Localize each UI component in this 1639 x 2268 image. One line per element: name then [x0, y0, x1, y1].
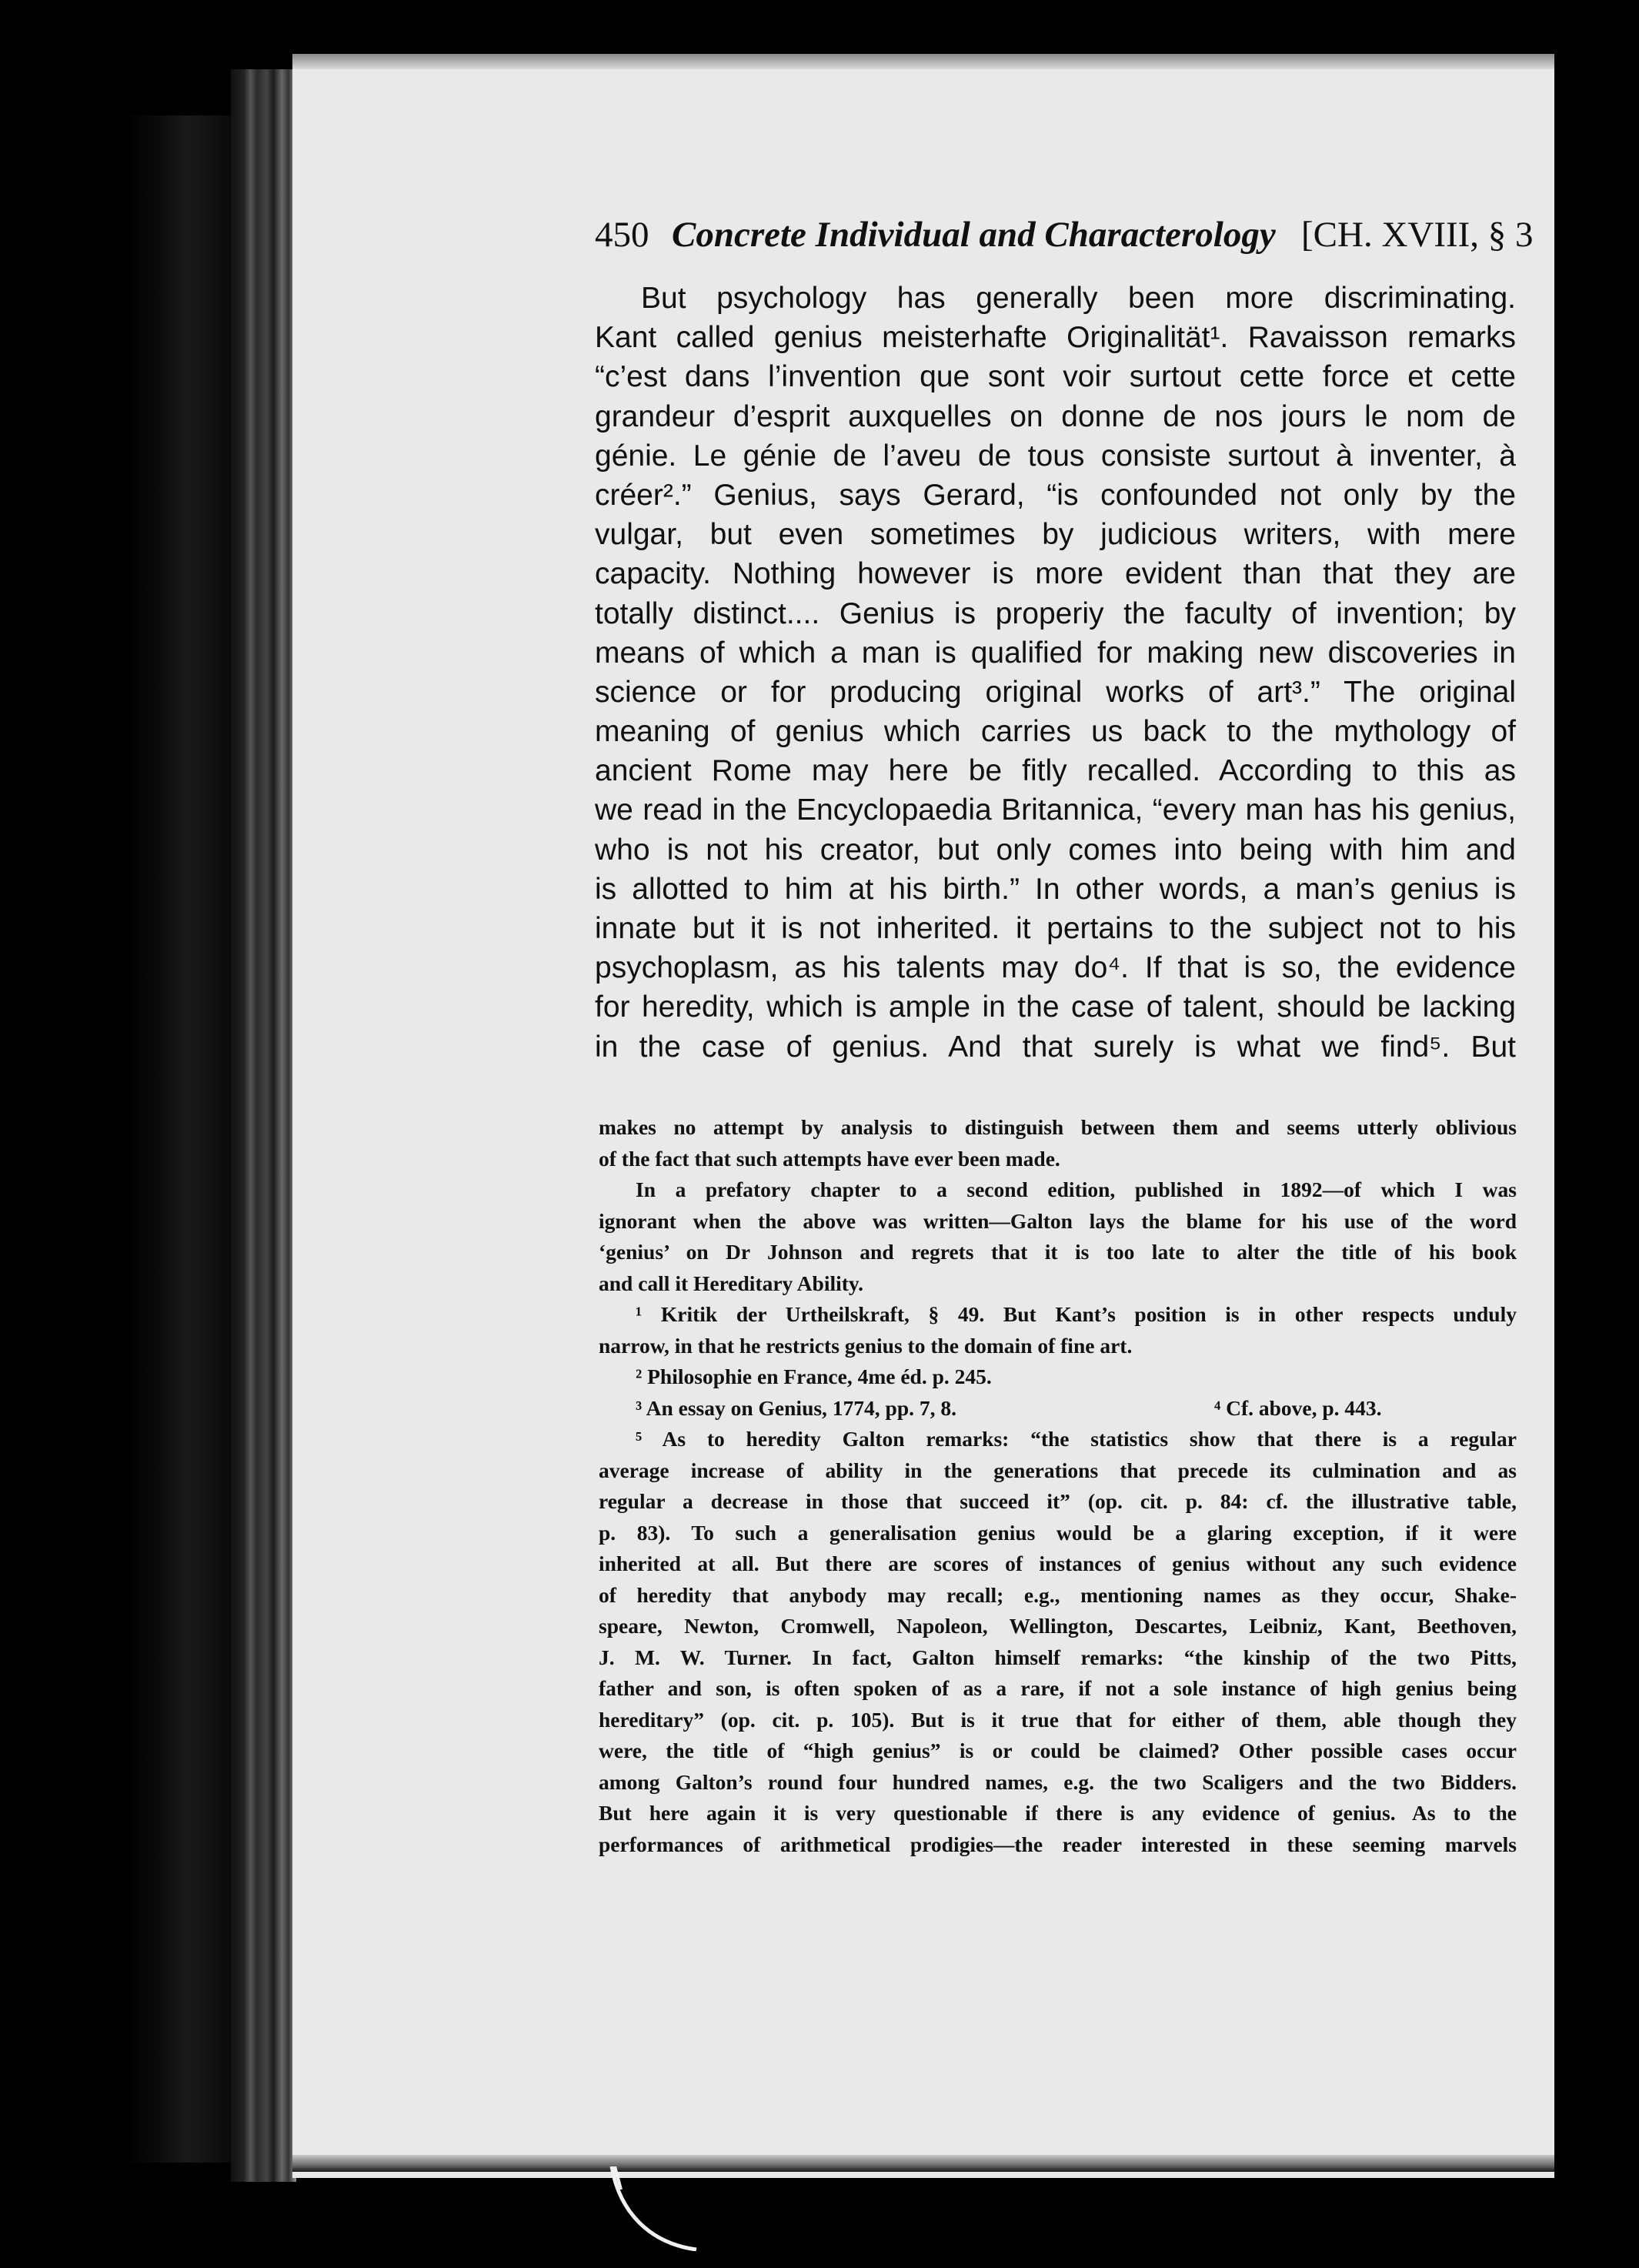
bookmark-ribbon-icon [604, 2166, 704, 2251]
body-line: is allotted to him at his birth.” In other words, a man’s genius is [595, 872, 1516, 906]
body-line: “c’est dans l’invention que sont voir surtout cette force et cette [595, 360, 1516, 394]
body-line: in the case of genius. And that surely is what we find⁵. But [595, 1030, 1516, 1064]
body-line: science or for producing original works of art³.” The original [595, 675, 1516, 709]
body-line: means of which a man is qualified for making new discoveries in [595, 636, 1516, 670]
body-line: ancient Rome may here be fitly recalled. According to this as [595, 754, 1516, 788]
footnote-line: ignorant when the above was written—Galton lays the blame for his use of the word [599, 1208, 1517, 1233]
body-line: psychoplasm, as his talents may do⁴. If that is so, the evidence [595, 951, 1516, 985]
footnote-3: ³ An essay on Genius, 1774, pp. 7, 8. [636, 1395, 957, 1420]
footnote-line: narrow, in that he restricts genius to the domain of fine art. [599, 1333, 1133, 1358]
body-line: créer².” Genius, says Gerard, “is confounded not only by the [595, 478, 1516, 512]
footnotes [599, 1112, 1517, 1860]
footnote-line: regular a decrease in those that succeed it” (op. cit. p. 84: cf. the illustrative table, [599, 1489, 1517, 1513]
chapter-section: [CH. XVIII, § 3 [1301, 215, 1534, 255]
footnote-line: were, the title of “high genius” is or could be claimed? Other possible cases occur [599, 1739, 1517, 1762]
body-line: totally distinct.... Genius is properiy the faculty of invention; by [595, 596, 1516, 630]
book-spine-shadow [123, 115, 231, 2163]
footnote-2: ² Philosophie en France, 4me éd. p. 245. [636, 1364, 992, 1388]
body-line: who is not his creator, but only comes into being with him and [595, 833, 1516, 867]
page-top-edge [292, 54, 1554, 69]
body-line: for heredity, which is ample in the case of talent, should be lacking [595, 990, 1516, 1024]
running-header [595, 208, 1534, 262]
body-line: génie. Le génie de l’aveu de tous consiste surtout à inventer, à [595, 439, 1516, 473]
footnote-line: J. M. W. Turner. In fact, Galton himself remarks: “the kinship of the two Pitts, [599, 1645, 1517, 1669]
footnote-line: inherited at all. But there are scores of instances of genius without any such evidence [599, 1552, 1517, 1575]
footnote-line: speare, Newton, Cromwell, Napoleon, Wellington, Descartes, Leibniz, Kant, Beethoven, [599, 1614, 1517, 1638]
body-line: grandeur d’esprit auxquelles on donne de nos jours le nom de [595, 399, 1516, 433]
footnote-line: makes no attempt by analysis to distinguish between them and seems utterly oblivious [599, 1115, 1517, 1139]
body-line: capacity. Nothing however is more evident than that they are [595, 557, 1516, 591]
body-text [595, 279, 1516, 1067]
footnote-line: of heredity that anybody may recall; e.g., mentioning names as they occur, Shake- [599, 1582, 1517, 1607]
body-line: Kant called genius meisterhafte Originalität¹. Ravaisson remarks [595, 321, 1516, 355]
footnote-line: performances of arithmetical prodigies—the reader interested in these seeming marvels [599, 1832, 1517, 1856]
body-line: But psychology has generally been more discriminating. [641, 282, 1516, 315]
footnote-4: ⁴ Cf. above, p. 443. [1214, 1395, 1382, 1420]
footnote-3-4-row [599, 1393, 1517, 1425]
page-bottom-edge [292, 2155, 1554, 2172]
body-line: innate but it is not inherited. it pertains to the subject not to his [595, 912, 1516, 945]
body-line: vulgar, but even sometimes by judicious writers, with mere [595, 518, 1516, 552]
footnote-line: In a prefatory chapter to a second edition, published in 1892—of which I was [636, 1177, 1517, 1201]
body-line: meaning of genius which carries us back to the mythology of [595, 715, 1516, 749]
footnote-line: of the fact that such attempts have ever been made. [599, 1146, 1060, 1171]
page-number: 450 [595, 215, 649, 255]
footnote-line: among Galton’s round four hundred names, e.g. the two Scaligers and the two Bidders. [599, 1769, 1517, 1794]
body-line: we read in the Encyclopaedia Britannica, “every man has his genius, [595, 793, 1516, 827]
footnote-1: ¹ Kritik der Urtheilskraft, § 49. But Kant’s position is in other respects unduly [636, 1302, 1517, 1326]
footnote-line: father and son, is often spoken of as a rare, if not a sole instance of high genius being [599, 1676, 1517, 1700]
footnote-line: hereditary” (op. cit. p. 105). But is it true that for either of them, able though they [599, 1707, 1517, 1732]
book-page-edges [231, 69, 296, 2182]
footnote-line: ‘genius’ on Dr Johnson and regrets that it is too late to alter the title of his book [599, 1240, 1517, 1264]
running-title: Concrete Individual and Characterology [672, 215, 1276, 255]
footnote-5: ⁵ As to heredity Galton remarks: “the statistics show that there is a regular [636, 1427, 1517, 1451]
footnote-line: average increase of ability in the generations that precede its culmination and as [599, 1458, 1517, 1482]
footnote-line: But here again it is very questionable if there is any evidence of genius. As to the [599, 1801, 1517, 1825]
footnote-line: and call it Hereditary Ability. [599, 1271, 864, 1295]
footnote-line: p. 83). To such a generalisation genius would be a glaring exception, if it were [599, 1520, 1517, 1545]
